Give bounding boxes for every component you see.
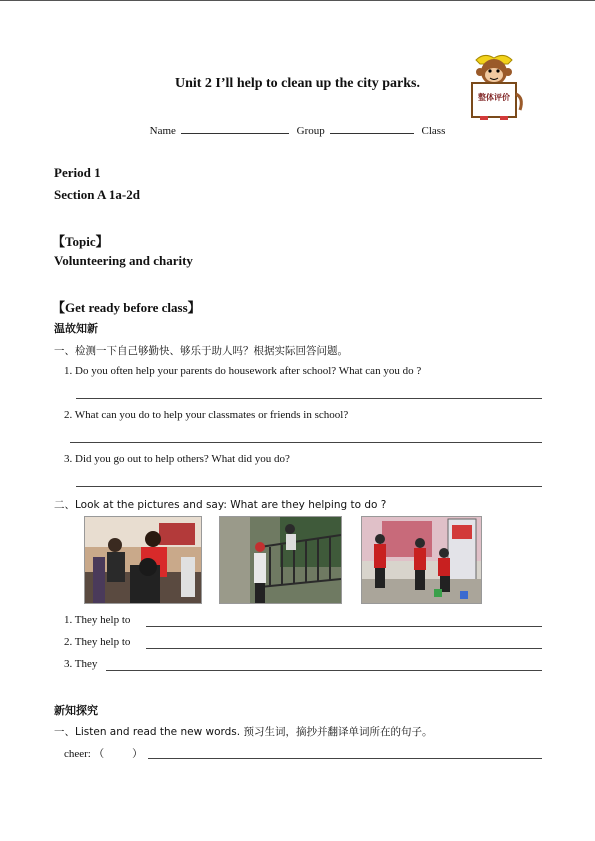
student-info-line [0, 123, 595, 137]
photo-haircut [84, 516, 202, 604]
period-heading: Period 1 [54, 165, 101, 180]
group-blank[interactable] [330, 123, 414, 134]
question-2: 2. What can you do to help your classmates or friends in school? [64, 409, 349, 421]
answer-blank-2[interactable] [146, 648, 542, 649]
answer-blank-3[interactable] [106, 670, 542, 671]
paren-close: ） [132, 748, 143, 760]
photo-fence-cleaning [219, 516, 342, 604]
question-3: 3. Did you go out to help others? What did you do? [64, 453, 290, 465]
group-label: Group [296, 125, 325, 137]
question-1: 1. Do you often help your parents do housework after school? What can you do ? [64, 365, 422, 377]
top-border [0, 0, 595, 1]
paren-open: （ [93, 748, 105, 760]
section-heading: Section A 1a-2d [54, 187, 140, 202]
page-title: Unit 2 I’ll help to clean up the city parks. [174, 76, 420, 91]
review-subheading: 温故知新 [54, 322, 98, 335]
topic-heading: 【Topic】 [52, 234, 109, 249]
answer-line-2[interactable] [70, 442, 542, 443]
answer-blank-1[interactable] [146, 626, 542, 627]
photo-street-cleaning [361, 516, 482, 604]
badge-label: 整体评价 [478, 93, 510, 102]
vocab-entry [64, 746, 143, 761]
part2-instruction: 二、Look at the pictures and say: What are they helping to do ? [54, 499, 387, 511]
new-knowledge-heading: 新知探究 [54, 704, 98, 717]
name-label: Name [149, 125, 176, 137]
name-blank[interactable] [181, 123, 289, 134]
answer-2-prompt: 2. They help to [64, 636, 131, 648]
topic-text: Volunteering and charity [54, 253, 193, 268]
answer-1-prompt: 1. They help to [64, 614, 131, 626]
answer-line-1[interactable] [76, 398, 542, 399]
new-words-instruction: 一、Listen and read the new words. 预习生词，摘抄并翻译单词所在的句子。 [54, 726, 433, 738]
vocab-word: cheer: [64, 748, 91, 760]
answer-line-3[interactable] [76, 486, 542, 487]
answer-3-prompt: 3. They [64, 658, 98, 670]
prep-heading: 【Get ready before class】 [52, 300, 201, 315]
part1-instruction: 一、检测一下自己够勤快、够乐于助人吗？根据实际回答问题。 [54, 345, 348, 357]
sentence-line[interactable] [148, 758, 542, 759]
class-label: Class [421, 125, 446, 137]
